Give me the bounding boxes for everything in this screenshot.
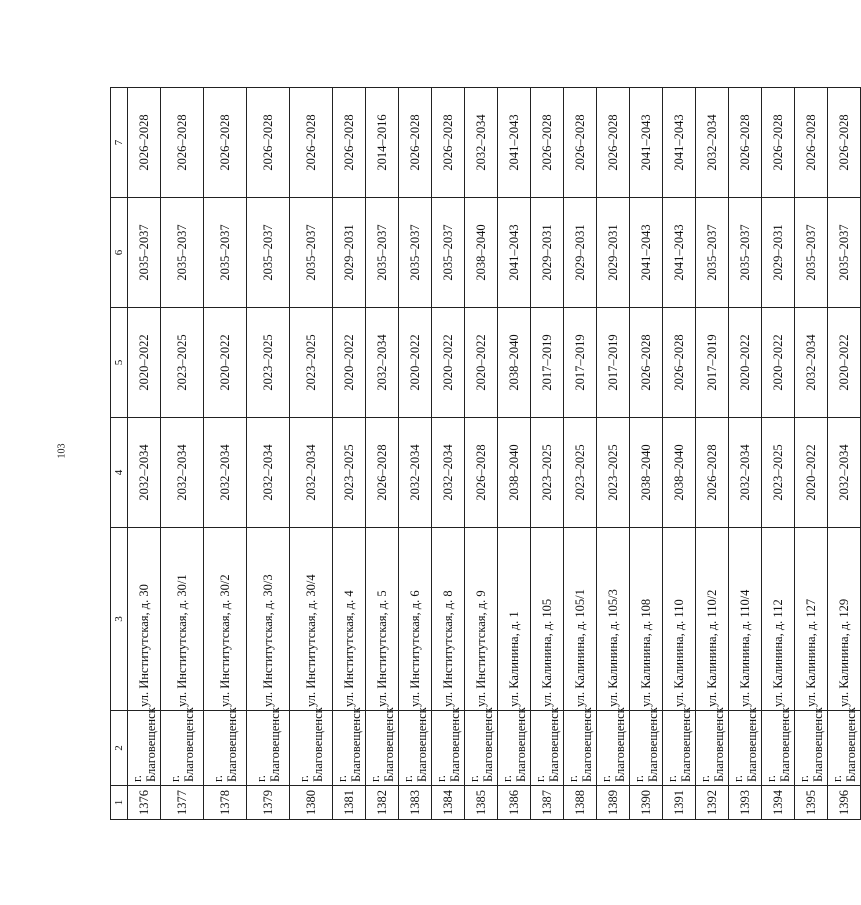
row-number: 1384 (432, 786, 465, 820)
column-header: 3 (111, 528, 128, 711)
period-col6-cell: 2035–2037 (432, 198, 465, 308)
row-number: 1377 (161, 786, 204, 820)
housing-schedule-table (110, 87, 861, 820)
period-col5-cell: 2017–2019 (597, 308, 630, 418)
city-cell: г. Благовещенск (762, 711, 795, 786)
period-col4-cell: 2032–2034 (828, 418, 861, 528)
table-row (161, 88, 204, 820)
period-col7-cell: 2026–2028 (531, 88, 564, 198)
period-col5-cell: 2020–2022 (465, 308, 498, 418)
period-col5-cell: 2032–2034 (366, 308, 399, 418)
period-col7-cell: 2026–2028 (399, 88, 432, 198)
period-col5-cell: 2020–2022 (204, 308, 247, 418)
period-col4-cell: 2032–2034 (729, 418, 762, 528)
period-col6-cell: 2041–2043 (630, 198, 663, 308)
period-col6-cell: 2035–2037 (290, 198, 333, 308)
period-col4-cell: 2032–2034 (399, 418, 432, 528)
row-number: 1385 (465, 786, 498, 820)
period-col6-cell: 2041–2043 (663, 198, 696, 308)
page-number: 103 (56, 443, 68, 459)
period-col4-cell: 2038–2040 (630, 418, 663, 528)
period-col7-cell: 2026–2028 (161, 88, 204, 198)
period-col7-cell: 2026–2028 (762, 88, 795, 198)
address-cell: ул. Институтская, д. 4 (333, 528, 366, 711)
period-col6-cell: 2041–2043 (498, 198, 531, 308)
table-row (696, 88, 729, 820)
period-col6-cell: 2035–2037 (128, 198, 161, 308)
period-col7-cell: 2026–2028 (432, 88, 465, 198)
row-number: 1387 (531, 786, 564, 820)
period-col4-cell: 2032–2034 (432, 418, 465, 528)
period-col4-cell: 2038–2040 (663, 418, 696, 528)
city-cell: г. Благовещенск (366, 711, 399, 786)
period-col5-cell: 2020–2022 (828, 308, 861, 418)
table-row (498, 88, 531, 820)
period-col6-cell: 2035–2037 (204, 198, 247, 308)
table-row (630, 88, 663, 820)
city-cell: г. Благовещенск (465, 711, 498, 786)
period-col5-cell: 2026–2028 (663, 308, 696, 418)
period-col6-cell: 2035–2037 (828, 198, 861, 308)
period-col5-cell: 2020–2022 (399, 308, 432, 418)
period-col4-cell: 2032–2034 (161, 418, 204, 528)
row-number: 1395 (795, 786, 828, 820)
period-col7-cell: 2014–2016 (366, 88, 399, 198)
row-number: 1391 (663, 786, 696, 820)
address-cell: ул. Институтская, д. 6 (399, 528, 432, 711)
table-row (247, 88, 290, 820)
period-col6-cell: 2029–2031 (531, 198, 564, 308)
period-col6-cell: 2035–2037 (696, 198, 729, 308)
row-number: 1393 (729, 786, 762, 820)
city-cell: г. Благовещенск (432, 711, 465, 786)
period-col7-cell: 2026–2028 (247, 88, 290, 198)
row-number: 1389 (597, 786, 630, 820)
address-cell: ул. Калинина, д. 108 (630, 528, 663, 711)
period-col4-cell: 2023–2025 (564, 418, 597, 528)
address-cell: ул. Институтская, д. 30/1 (161, 528, 204, 711)
period-col5-cell: 2020–2022 (128, 308, 161, 418)
table-row (432, 88, 465, 820)
period-col7-cell: 2026–2028 (204, 88, 247, 198)
table-row (762, 88, 795, 820)
period-col6-cell: 2035–2037 (161, 198, 204, 308)
period-col4-cell: 2023–2025 (333, 418, 366, 528)
row-number: 1381 (333, 786, 366, 820)
period-col6-cell: 2035–2037 (729, 198, 762, 308)
period-col5-cell: 2017–2019 (564, 308, 597, 418)
period-col7-cell: 2026–2028 (564, 88, 597, 198)
city-cell: г. Благовещенск (630, 711, 663, 786)
city-cell: г. Благовещенск (290, 711, 333, 786)
period-col4-cell: 2038–2040 (498, 418, 531, 528)
address-cell: ул. Институтская, д. 5 (366, 528, 399, 711)
address-cell: ул. Калинина, д. 105 (531, 528, 564, 711)
period-col4-cell: 2026–2028 (465, 418, 498, 528)
period-col7-cell: 2026–2028 (290, 88, 333, 198)
table-body (128, 88, 861, 820)
period-col5-cell: 2020–2022 (762, 308, 795, 418)
period-col4-cell: 2023–2025 (597, 418, 630, 528)
row-number: 1396 (828, 786, 861, 820)
city-cell: г. Благовещенск (128, 711, 161, 786)
period-col4-cell: 2026–2028 (696, 418, 729, 528)
period-col5-cell: 2026–2028 (630, 308, 663, 418)
table-row (729, 88, 762, 820)
address-cell: ул. Калинина, д. 1 (498, 528, 531, 711)
table-row (564, 88, 597, 820)
period-col4-cell: 2026–2028 (366, 418, 399, 528)
row-number: 1379 (247, 786, 290, 820)
period-col4-cell: 2023–2025 (531, 418, 564, 528)
city-cell: г. Благовещенск (795, 711, 828, 786)
period-col7-cell: 2041–2043 (630, 88, 663, 198)
period-col7-cell: 2026–2028 (795, 88, 828, 198)
column-header: 6 (111, 198, 128, 308)
row-number: 1386 (498, 786, 531, 820)
city-cell: г. Благовещенск (828, 711, 861, 786)
period-col5-cell: 2017–2019 (531, 308, 564, 418)
period-col6-cell: 2029–2031 (564, 198, 597, 308)
period-col4-cell: 2023–2025 (762, 418, 795, 528)
period-col4-cell: 2032–2034 (204, 418, 247, 528)
address-cell: ул. Калинина, д. 105/1 (564, 528, 597, 711)
column-header: 5 (111, 308, 128, 418)
table-row (663, 88, 696, 820)
address-cell: ул. Калинина, д. 112 (762, 528, 795, 711)
city-cell: г. Благовещенск (161, 711, 204, 786)
address-cell: ул. Институтская, д. 8 (432, 528, 465, 711)
row-number: 1376 (128, 786, 161, 820)
city-cell: г. Благовещенск (333, 711, 366, 786)
period-col6-cell: 2035–2037 (247, 198, 290, 308)
period-col7-cell: 2041–2043 (663, 88, 696, 198)
period-col7-cell: 2026–2028 (333, 88, 366, 198)
table-row (366, 88, 399, 820)
period-col5-cell: 2023–2025 (290, 308, 333, 418)
row-number: 1392 (696, 786, 729, 820)
city-cell: г. Благовещенск (498, 711, 531, 786)
period-col4-cell: 2032–2034 (247, 418, 290, 528)
period-col6-cell: 2029–2031 (597, 198, 630, 308)
row-number: 1383 (399, 786, 432, 820)
address-cell: ул. Институтская, д. 30/2 (204, 528, 247, 711)
city-cell: г. Благовещенск (247, 711, 290, 786)
address-cell: ул. Калинина, д. 127 (795, 528, 828, 711)
column-header: 2 (111, 711, 128, 786)
period-col7-cell: 2032–2034 (696, 88, 729, 198)
period-col4-cell: 2032–2034 (290, 418, 333, 528)
period-col5-cell: 2023–2025 (247, 308, 290, 418)
table-row (597, 88, 630, 820)
city-cell: г. Благовещенск (531, 711, 564, 786)
column-header: 7 (111, 88, 128, 198)
address-cell: ул. Калинина, д. 110 (663, 528, 696, 711)
table-row (333, 88, 366, 820)
period-col5-cell: 2017–2019 (696, 308, 729, 418)
address-cell: ул. Институтская, д. 30/3 (247, 528, 290, 711)
column-header: 4 (111, 418, 128, 528)
row-number: 1378 (204, 786, 247, 820)
row-number: 1390 (630, 786, 663, 820)
period-col7-cell: 2032–2034 (465, 88, 498, 198)
table-row (290, 88, 333, 820)
period-col5-cell: 2020–2022 (333, 308, 366, 418)
city-cell: г. Благовещенск (597, 711, 630, 786)
row-number: 1394 (762, 786, 795, 820)
table-row (399, 88, 432, 820)
address-cell: ул. Институтская, д. 9 (465, 528, 498, 711)
period-col5-cell: 2023–2025 (161, 308, 204, 418)
row-number: 1388 (564, 786, 597, 820)
period-col7-cell: 2026–2028 (128, 88, 161, 198)
city-cell: г. Благовещенск (729, 711, 762, 786)
period-col4-cell: 2020–2022 (795, 418, 828, 528)
period-col6-cell: 2029–2031 (333, 198, 366, 308)
period-col5-cell: 2032–2034 (795, 308, 828, 418)
period-col7-cell: 2026–2028 (729, 88, 762, 198)
row-number: 1380 (290, 786, 333, 820)
table-row (204, 88, 247, 820)
city-cell: г. Благовещенск (663, 711, 696, 786)
address-cell: ул. Калинина, д. 129 (828, 528, 861, 711)
address-cell: ул. Калинина, д. 110/4 (729, 528, 762, 711)
address-cell: ул. Институтская, д. 30/4 (290, 528, 333, 711)
city-cell: г. Благовещенск (399, 711, 432, 786)
table-row (128, 88, 161, 820)
period-col6-cell: 2035–2037 (366, 198, 399, 308)
row-number: 1382 (366, 786, 399, 820)
table-row (828, 88, 861, 820)
address-cell: ул. Калинина, д. 105/3 (597, 528, 630, 711)
period-col5-cell: 2020–2022 (729, 308, 762, 418)
table-header-row (111, 88, 128, 820)
column-header: 1 (111, 786, 128, 820)
period-col6-cell: 2038–2040 (465, 198, 498, 308)
address-cell: ул. Институтская, д. 30 (128, 528, 161, 711)
period-col7-cell: 2026–2028 (828, 88, 861, 198)
city-cell: г. Благовещенск (696, 711, 729, 786)
table-row (531, 88, 564, 820)
period-col7-cell: 2041–2043 (498, 88, 531, 198)
city-cell: г. Благовещенск (564, 711, 597, 786)
period-col5-cell: 2038–2040 (498, 308, 531, 418)
period-col6-cell: 2029–2031 (762, 198, 795, 308)
rotated-table-container (110, 88, 858, 820)
table-row (795, 88, 828, 820)
period-col5-cell: 2020–2022 (432, 308, 465, 418)
period-col6-cell: 2035–2037 (795, 198, 828, 308)
period-col6-cell: 2035–2037 (399, 198, 432, 308)
table-row (465, 88, 498, 820)
address-cell: ул. Калинина, д. 110/2 (696, 528, 729, 711)
city-cell: г. Благовещенск (204, 711, 247, 786)
period-col4-cell: 2032–2034 (128, 418, 161, 528)
period-col7-cell: 2026–2028 (597, 88, 630, 198)
